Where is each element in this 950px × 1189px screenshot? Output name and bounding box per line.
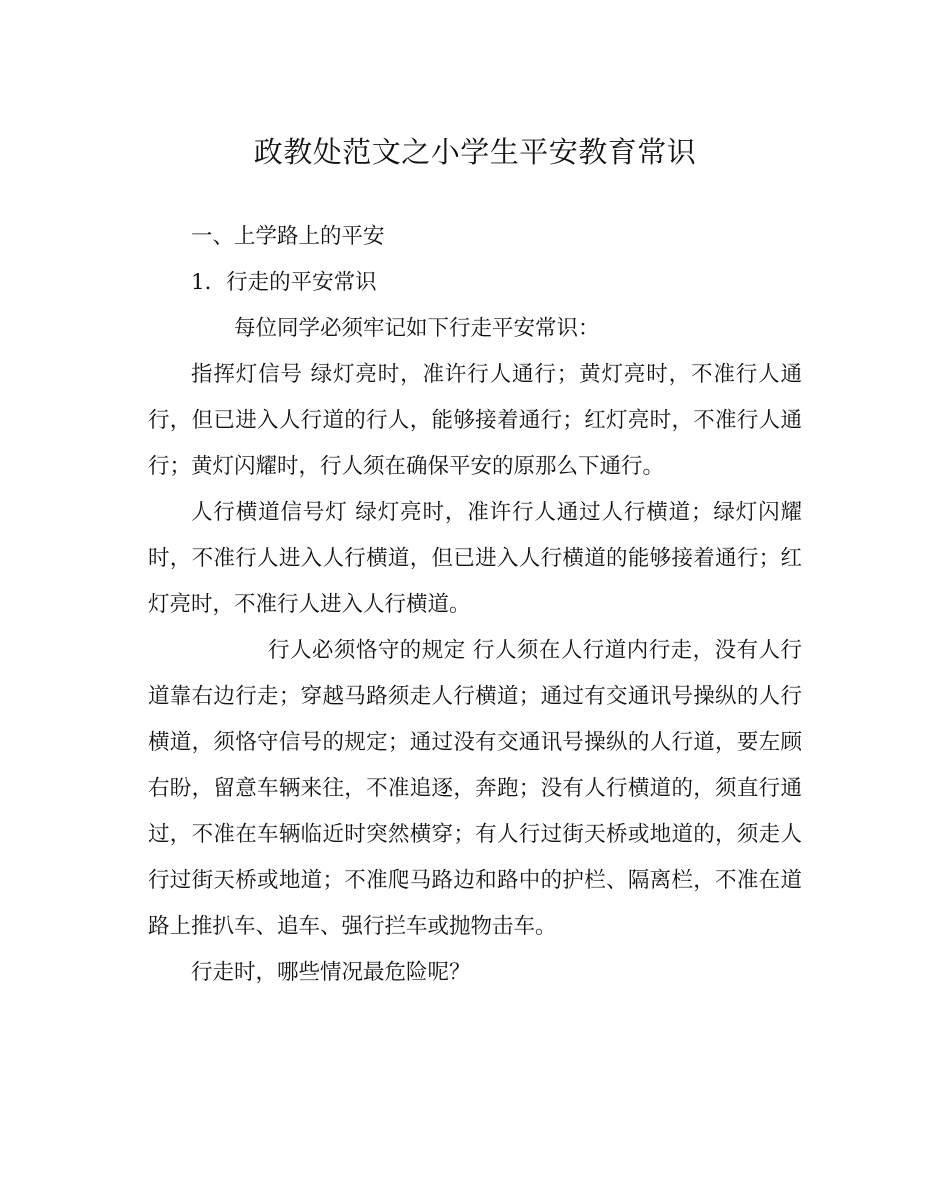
intro-paragraph: 每位同学必须牢记如下行走平安常识： [234, 316, 600, 341]
pedestrian-rules-paragraph: 行人必须恪守的规定 行人须在人行道内行走，没有人行道靠右边行走；穿越马路须走人行横道；通过有交通讯号操纵的人行横道，须恪守信号的规定；通过没有交通讯号操纵的人行道，要左顾右盼，留意车辆来往，不准追逐，奔跑；没有人行横道的，须直行通过，不准在车辆临近时突然横穿；有人行过街天桥或地道的，须走人行过街天桥或地道；不准爬马路边和路中的护栏、隔离栏，不准在道路上推扒车、追车、强行拦车或抛物击车。 [148, 638, 802, 939]
section-heading: 一、上学路上的平安 [191, 224, 385, 249]
crosswalk-signal-paragraph: 人行横道信号灯 绿灯亮时，准许行人通过人行横道；绿灯闪耀时，不准行人进入人行横道，但已进入人行横道的能够接着通行；红灯亮时，不准行人进入人行横道。 [148, 500, 802, 617]
traffic-light-paragraph: 指挥灯信号 绿灯亮时，准许行人通行；黄灯亮时，不准行人通行，但已进入人行道的行人，能够接着通行；红灯亮时，不准行人通行；黄灯闪耀时，行人须在确保平安的原那么下通行。 [148, 362, 802, 479]
danger-question-paragraph: 行走时，哪些情况最危险呢？ [191, 960, 471, 985]
document-title: 政教处范文之小学生平安教育常识 [253, 135, 697, 169]
document-body [148, 214, 802, 996]
subsection-heading: 1．行走的平安常识 [191, 270, 377, 295]
